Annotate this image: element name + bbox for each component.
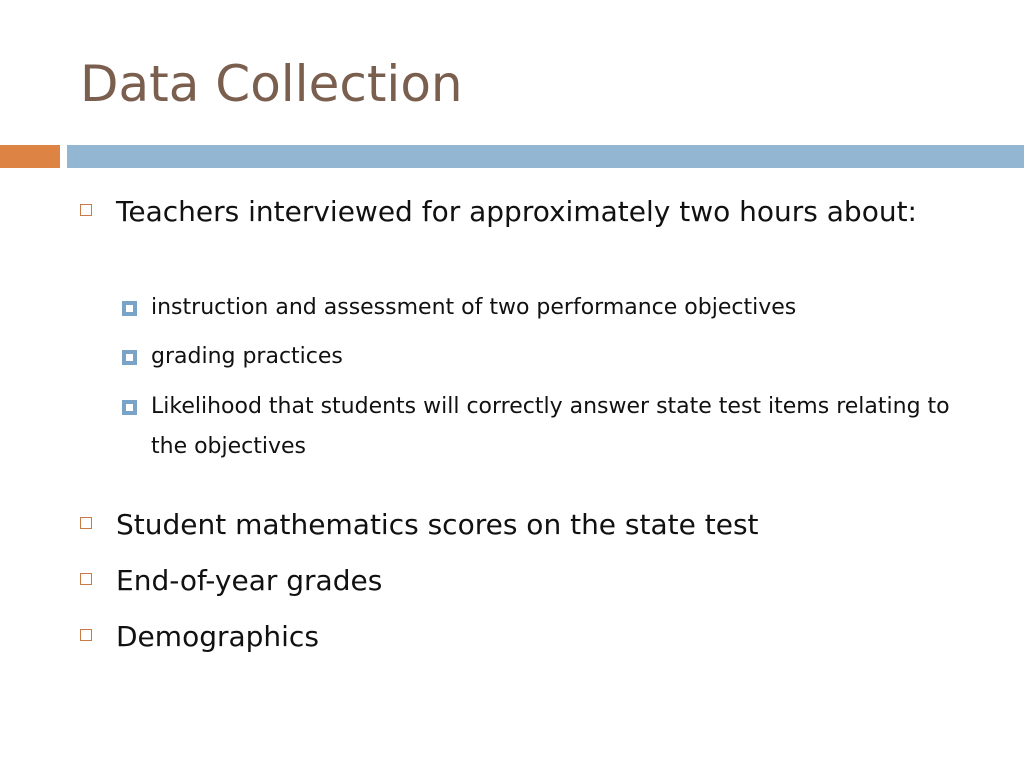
sub-bullet-text: Likelihood that students will correctly answer state test items relating to the objectives <box>151 394 950 459</box>
slide-title: Data Collection <box>80 55 463 113</box>
sub-bullet-text: grading practices <box>151 344 343 369</box>
bullet-text: Demographics <box>116 620 319 653</box>
hollow-square-bullet-icon <box>80 204 92 216</box>
bullet-text: Teachers interviewed for approximately two hours about: <box>116 195 917 228</box>
hollow-square-bullet-icon <box>80 573 92 585</box>
square-bullet-icon <box>122 350 137 365</box>
bullet-text: Student mathematics scores on the state test <box>116 508 759 541</box>
bullet-text: End-of-year grades <box>116 564 383 597</box>
square-bullet-icon <box>122 301 137 316</box>
hollow-square-bullet-icon <box>80 517 92 529</box>
square-bullet-icon <box>122 400 137 415</box>
hollow-square-bullet-icon <box>80 629 92 641</box>
sub-bullet-text: instruction and assessment of two performance objectives <box>151 295 797 320</box>
